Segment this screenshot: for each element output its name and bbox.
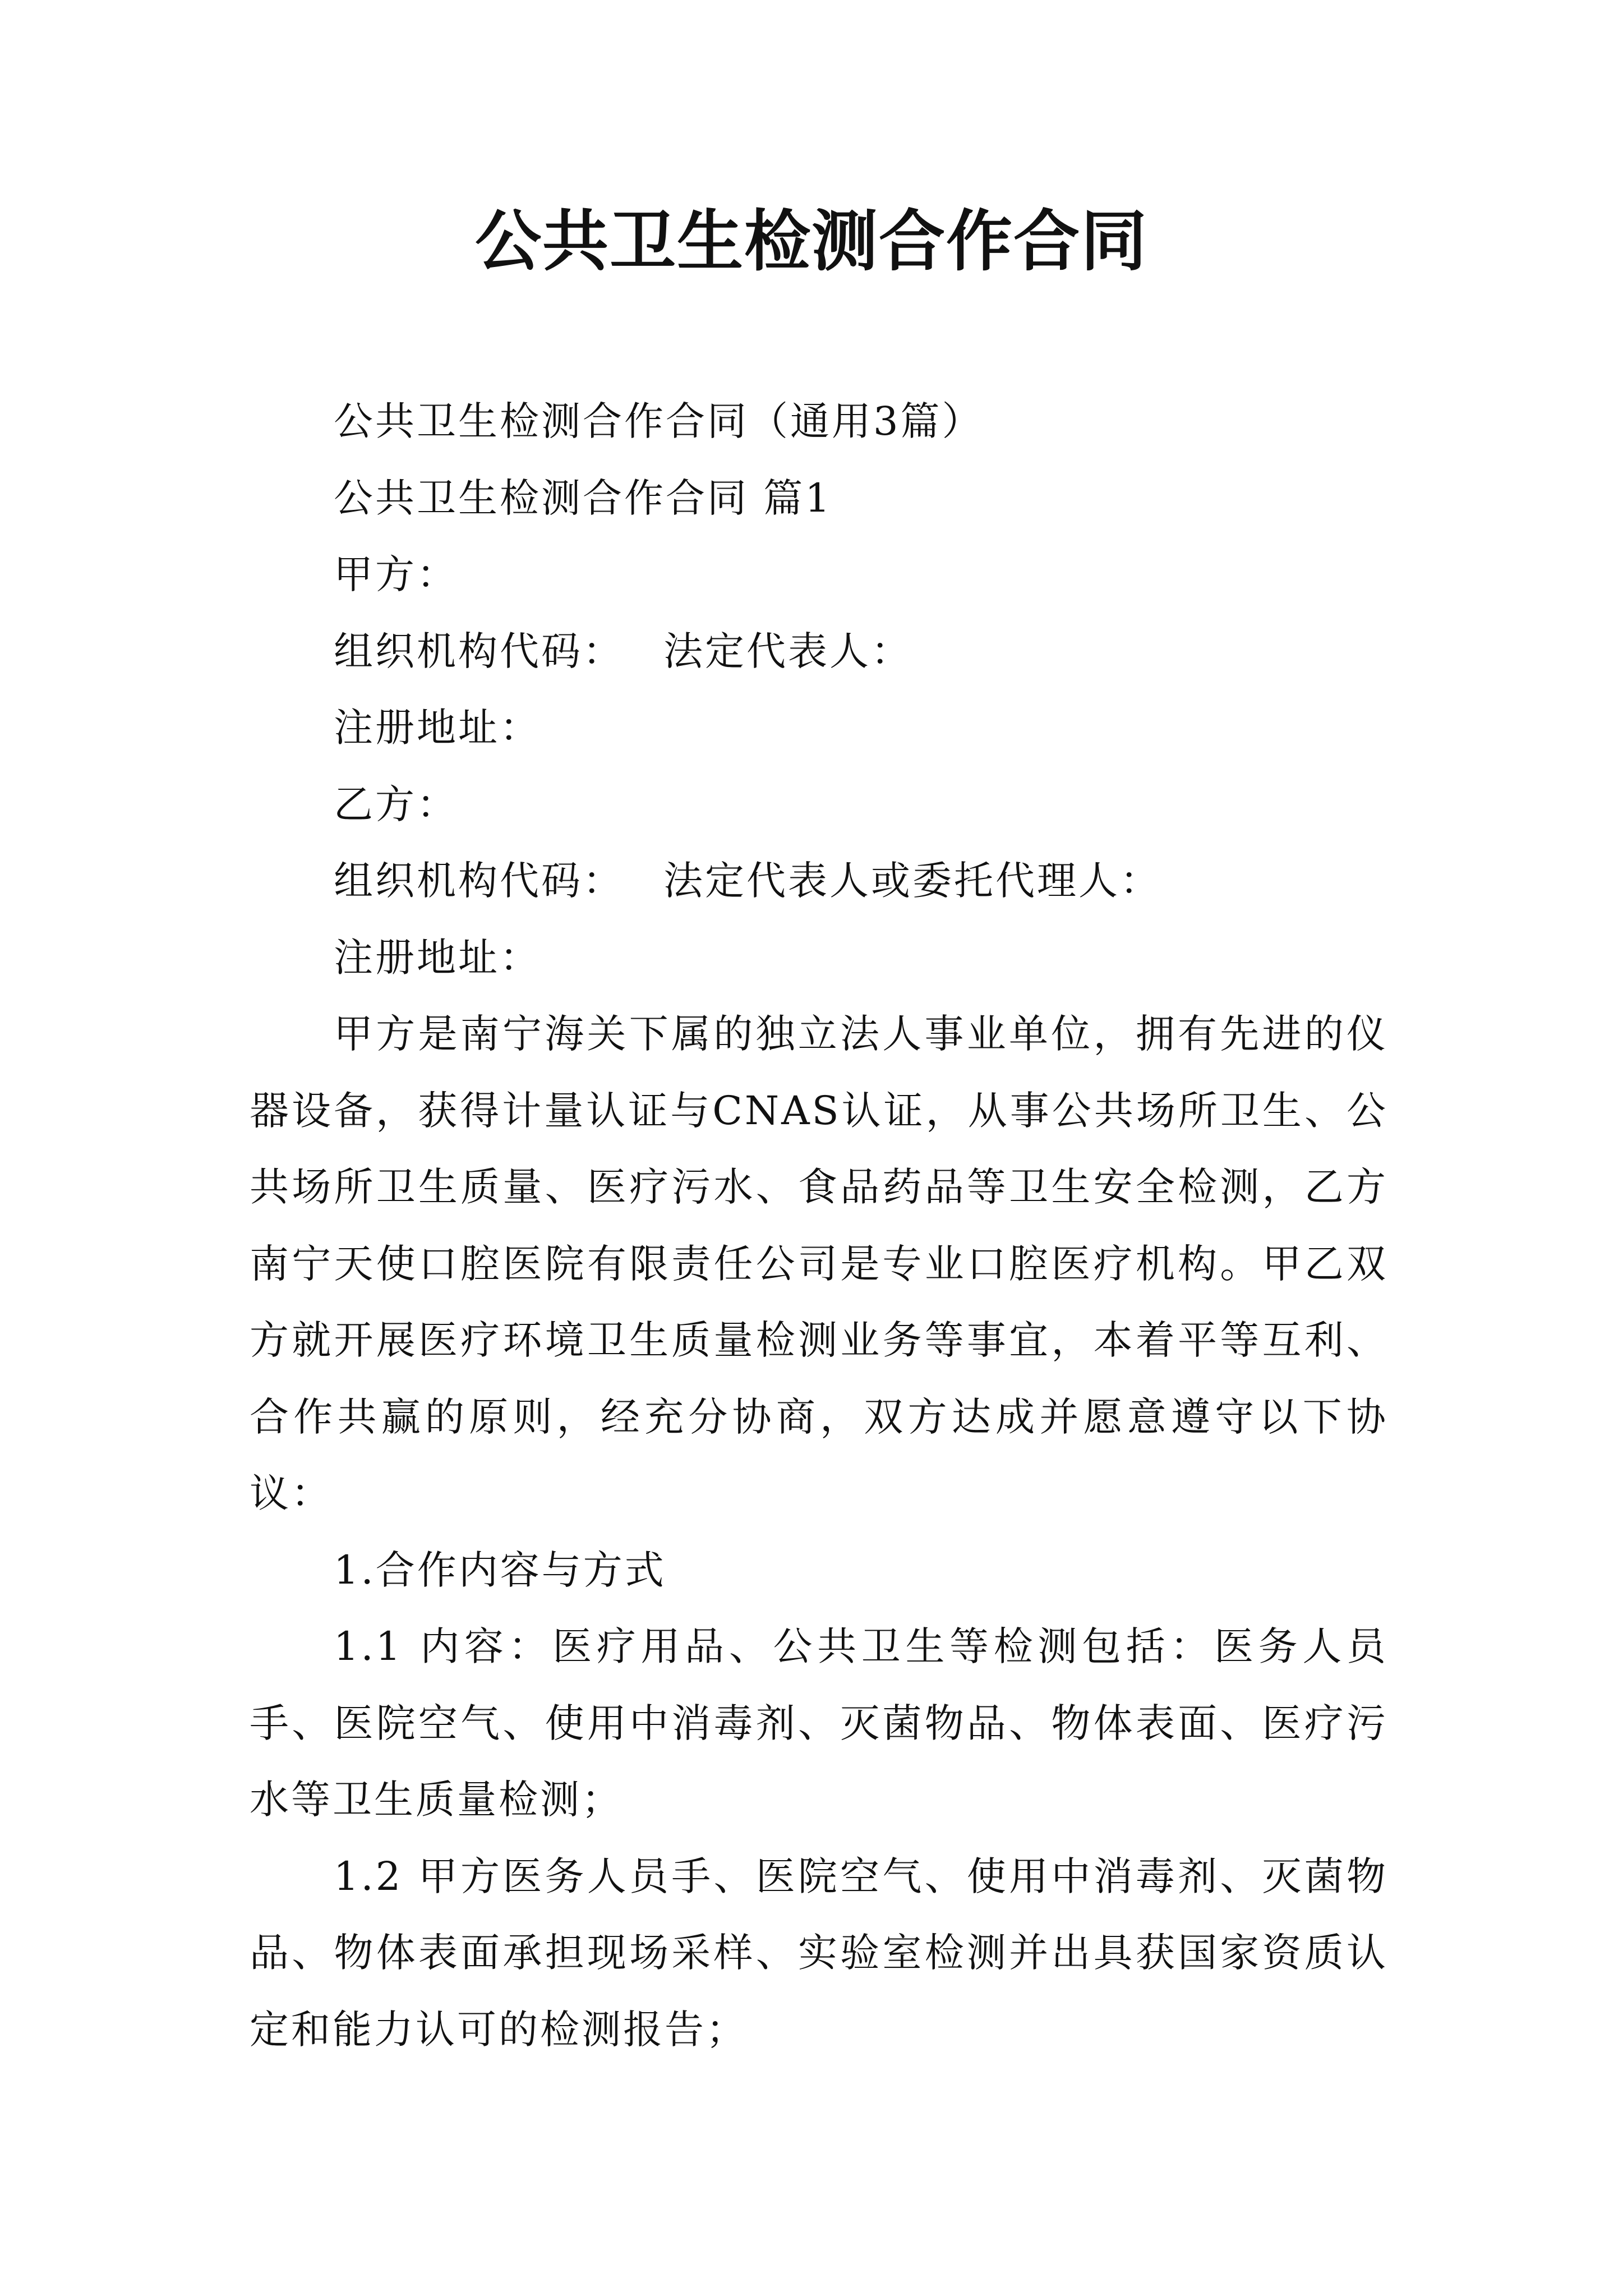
- party-b-org-rep-line: [250, 843, 1388, 919]
- party-b-rep-label: 法定代表人或委托代理人：: [663, 858, 1161, 904]
- party-b-address-label: 注册地址：: [334, 934, 541, 981]
- section-heading: 公共卫生检测合作合同 篇1: [334, 475, 832, 521]
- party-a-label: 甲方：: [334, 551, 458, 597]
- document-body: [250, 383, 1388, 2068]
- party-b-org-code-label: 组织机构代码：: [334, 858, 624, 904]
- party-a-address-label: 注册地址：: [334, 705, 541, 751]
- party-a-org-code-label: 组织机构代码：: [334, 628, 624, 674]
- clause-1-2: 1.2 甲方医务人员手、医院空气、使用中消毒剂、灭菌物品、物体表面承担现场采样、实验室检测并出具获国家资质认定和能力认可的检测报告；: [250, 1853, 1388, 2053]
- document-title: 公共卫生检测合作合同: [474, 203, 1148, 280]
- party-a-rep-label: 法定代表人：: [663, 628, 912, 674]
- clause-1-1: 1.1 内容：医疗用品、公共卫生等检测包括：医务人员手、医院空气、使用中消毒剂、灭菌物品、物体表面、医疗污水等卫生质量检测；: [250, 1623, 1388, 1823]
- party-a-org-rep-line: [250, 613, 1388, 690]
- document-subtitle: 公共卫生检测合作合同（通用3篇）: [334, 398, 984, 444]
- intro-paragraph: 甲方是南宁海关下属的独立法人事业单位，拥有先进的仪器设备，获得计量认证与CNAS认证，从事公共场所卫生、公共场所卫生质量、医疗污水、食品药品等卫生安全检测，乙方南宁天使口腔医院有限责任公司是专业口腔医疗机构。甲乙双方就开展医疗环境卫生质量检测业务等事宜，本着平等互利、合作共赢的原则，经充分协商，双方达成并愿意遵守以下协议：: [250, 1011, 1388, 1516]
- clause-1-heading: 1.合作内容与方式: [334, 1547, 666, 1593]
- party-b-label: 乙方：: [334, 781, 458, 827]
